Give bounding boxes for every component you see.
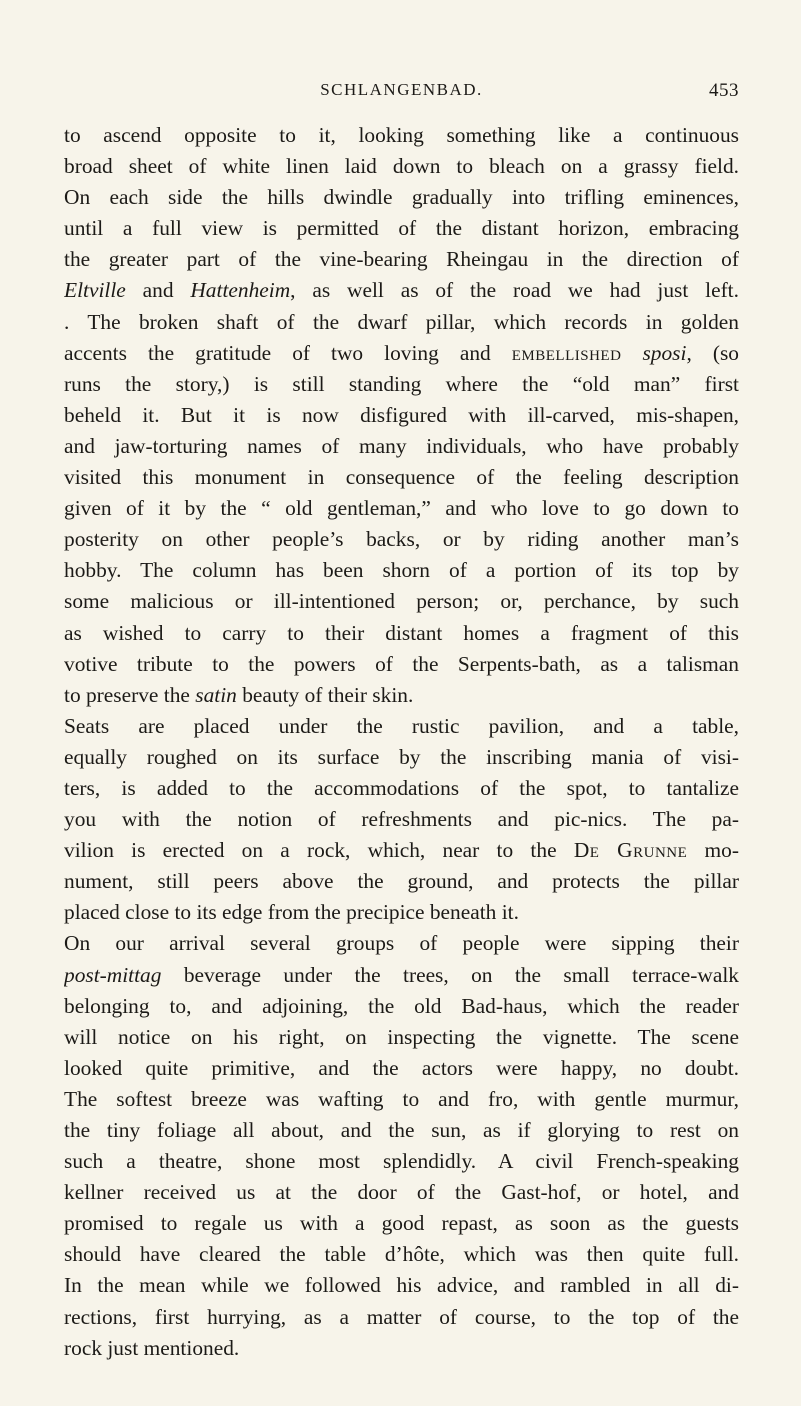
text-line: belonging to, and adjoining, the old Bad-haus, which the reader — [64, 993, 739, 1018]
italic-phrase: post-mittag — [64, 962, 162, 987]
small-caps-phrase: embellished — [511, 340, 622, 365]
text-line: as wished to carry to their distant homes a fragment of this — [64, 620, 739, 645]
text-line: accents the gratitude of two loving and embellished sposi, (so — [64, 340, 739, 365]
text-line: given of it by the “ old gentleman,” and who love to go down to — [64, 496, 739, 521]
text-line: rections, first hurrying, as a matter of course, to the top of the — [64, 1304, 739, 1329]
text-line: should have cleared the table d’hôte, which was then quite full. — [64, 1242, 739, 1267]
text-line: and jaw-torturing names of many individuals, who have probably — [64, 433, 739, 458]
text-line: rock just mentioned. — [64, 1335, 240, 1360]
text-line: post-mittag beverage under the trees, on the small terrace-walk — [64, 962, 739, 987]
text-line: broad sheet of white linen laid down to bleach on a grassy field. — [64, 154, 739, 179]
text-line: posterity on other people’s backs, or by riding another man’s — [64, 527, 739, 552]
text-line: hobby. The column has been shorn of a portion of its top by — [64, 558, 739, 583]
text-line: the tiny foliage all about, and the sun, as if glorying to rest on — [64, 1118, 739, 1142]
text-line: the greater part of the vine-bearing Rheingau in the direction of — [64, 247, 739, 272]
text-line: Seats are placed under the rustic pavilion, and a table, — [64, 713, 739, 738]
text-line: Eltville and Hattenheim, as well as of the road we had just left. — [64, 278, 739, 303]
text-line: On our arrival several groups of people were sipping their — [64, 931, 739, 956]
text-line: will notice on his right, on inspecting the vignette. The scene — [64, 1024, 739, 1049]
text-line: The softest breeze was wafting to and fro, with gentle murmur, — [64, 1086, 739, 1111]
text-line: . The broken shaft of the dwarf pillar, which records in golden — [64, 309, 739, 334]
text-line: kellner received us at the door of the Gast-hof, or hotel, and — [64, 1180, 739, 1205]
text-line: ters, is added to the accommodations of the spot, to tantalize — [64, 775, 739, 800]
text-line: some malicious or ill-intentioned person; or, perchance, by such — [64, 589, 739, 614]
text-line: such a theatre, shone most splendidly. A civil French-speaking — [64, 1149, 739, 1174]
text-line: visited this monument in consequence of the feeling description — [64, 465, 739, 490]
text-line: promised to regale us with a good repast, as soon as the guests — [64, 1211, 739, 1236]
running-head — [64, 72, 739, 112]
text-line: to preserve the satin beauty of their skin. — [64, 682, 414, 707]
running-title: SCHLANGENBAD. — [320, 80, 483, 99]
text-line: vilion is erected on a rock, which, near to the De Grunne mo- — [64, 838, 739, 863]
italic-phrase: satin — [195, 682, 237, 707]
italic-phrase: sposi — [642, 340, 687, 365]
body-text — [64, 120, 739, 1364]
page-number: 453 — [709, 80, 739, 101]
text-line: to ascend opposite to it, looking something like a continuous — [64, 123, 739, 147]
text-line: nument, still peers above the ground, and protects the pillar — [64, 869, 739, 894]
text-line: until a full view is permitted of the distant horizon, embracing — [64, 216, 739, 241]
text-line: beheld it. But it is now disfigured with ill-carved, mis-shapen, — [64, 402, 739, 427]
italic-phrase: Hattenheim — [190, 278, 291, 303]
small-caps-phrase: De Grunne — [573, 838, 688, 863]
text-line: runs the story,) is still standing where the “old man” first — [64, 371, 739, 396]
text-line: looked quite primitive, and the actors were happy, no doubt. — [64, 1055, 739, 1080]
text-line: equally roughed on its surface by the inscribing mania of visi- — [64, 744, 739, 769]
text-line: votive tribute to the powers of the Serpents-bath, as a talisman — [64, 651, 739, 676]
text-line: In the mean while we followed his advice, and rambled in all di- — [64, 1273, 739, 1298]
italic-phrase: Eltville — [64, 278, 126, 303]
text-line: On each side the hills dwindle gradually into trifling eminences, — [64, 185, 739, 210]
text-line: placed close to its edge from the precipice beneath it. — [64, 900, 519, 925]
text-line: you with the notion of refreshments and pic-nics. The pa- — [64, 807, 739, 832]
